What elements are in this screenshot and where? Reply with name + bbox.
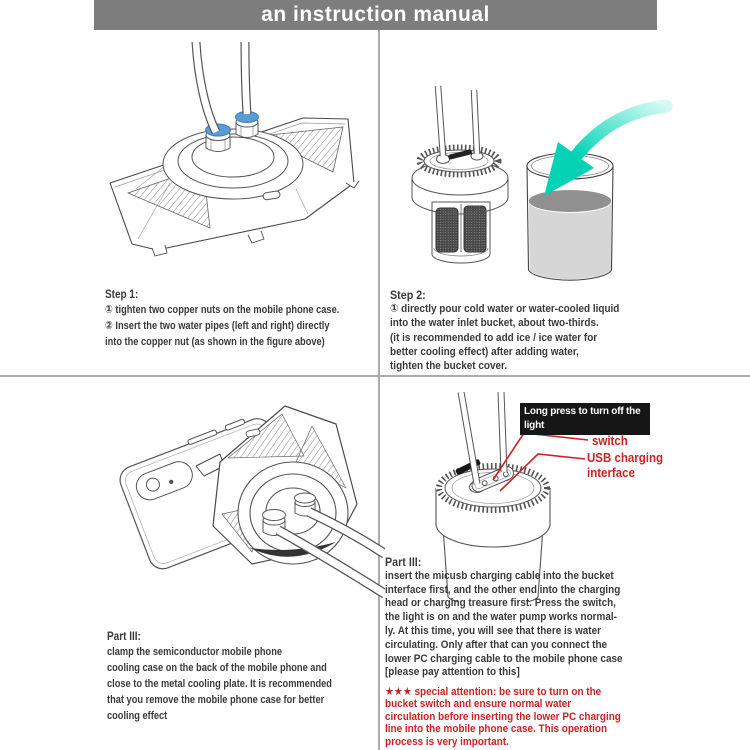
pump-assembly <box>412 86 508 263</box>
part3-right-text <box>385 556 623 680</box>
step2-illustration <box>398 42 673 287</box>
text-line: the light is on and the water pump works normal- <box>385 611 617 624</box>
text-line: ★★★ special attention: be sure to turn on the <box>385 686 602 698</box>
text-line: insert the micusb charging cable into the bucket <box>385 569 614 582</box>
vertical-divider <box>378 30 380 750</box>
step1-heading: Step 1: <box>105 287 139 301</box>
text-line: ① directly pour cold water or water-cooled liquid <box>390 303 620 316</box>
part3-left-text <box>107 628 332 724</box>
text-line: circulation before inserting the lower PC charging <box>385 710 621 723</box>
text-line: ① tighten two copper nuts on the mobile phone case. <box>105 304 340 316</box>
text-line: into the copper nut (as shown in the figure above) <box>105 336 325 348</box>
pour-arrow-icon <box>544 106 666 196</box>
round-mount <box>163 129 303 199</box>
page-title: an instruction manual <box>94 0 657 30</box>
text-line: head or charging treasure first. Press the switch, <box>385 597 616 610</box>
text-line: interface first, and the other end into the charging <box>385 583 621 596</box>
text-line: lower PC charging cable to the mobile phone case <box>385 652 623 665</box>
text-line: line into the mobile phone case. This operation <box>385 723 608 736</box>
text-line: ly. At this time, you will see that there is water <box>385 624 602 637</box>
text-line: cooling case on the back of the mobile phone and <box>107 662 327 674</box>
step1-illustration <box>100 42 370 277</box>
usb-interface-label: USB charging interface <box>587 451 664 480</box>
text-line: (it is recommended to add ice / ice water for <box>390 331 598 344</box>
text-line: circulating. Only after that can you connect the <box>385 638 608 651</box>
horizontal-divider <box>0 375 750 377</box>
bucket-lid <box>436 459 550 512</box>
text-line: [please pay attention to this] <box>385 666 520 679</box>
special-attention-text <box>385 686 621 748</box>
step1-text <box>105 286 339 350</box>
text-line: clamp the semiconductor mobile phone <box>107 646 283 658</box>
text-line: bucket switch and ensure normal water <box>385 698 572 711</box>
long-press-label: Long press to turn off the light <box>520 403 650 435</box>
step2-heading: Step 2: <box>390 288 426 302</box>
text-line: close to the metal cooling plate. It is recommended <box>107 678 332 690</box>
text-line: process is very important. <box>385 735 509 748</box>
step2-text <box>390 288 619 373</box>
switch-label: switch <box>592 434 628 448</box>
part3-right-heading: Part III: <box>385 555 422 569</box>
text-line: cooling effect <box>107 710 168 722</box>
text-line: into the water inlet bucket, about two-thirds. <box>390 317 599 330</box>
copper-nut-right <box>236 112 259 138</box>
text-line: that you remove the mobile phone case for better <box>107 694 325 706</box>
text-line: better cooling effect) after adding water, <box>390 345 579 358</box>
text-line: ② Insert the two water pipes (left and right) directly <box>105 320 330 332</box>
part3-clamp-illustration <box>100 396 385 626</box>
part3-left-heading: Part III: <box>107 629 141 643</box>
text-line: tighten the bucket cover. <box>390 360 508 373</box>
